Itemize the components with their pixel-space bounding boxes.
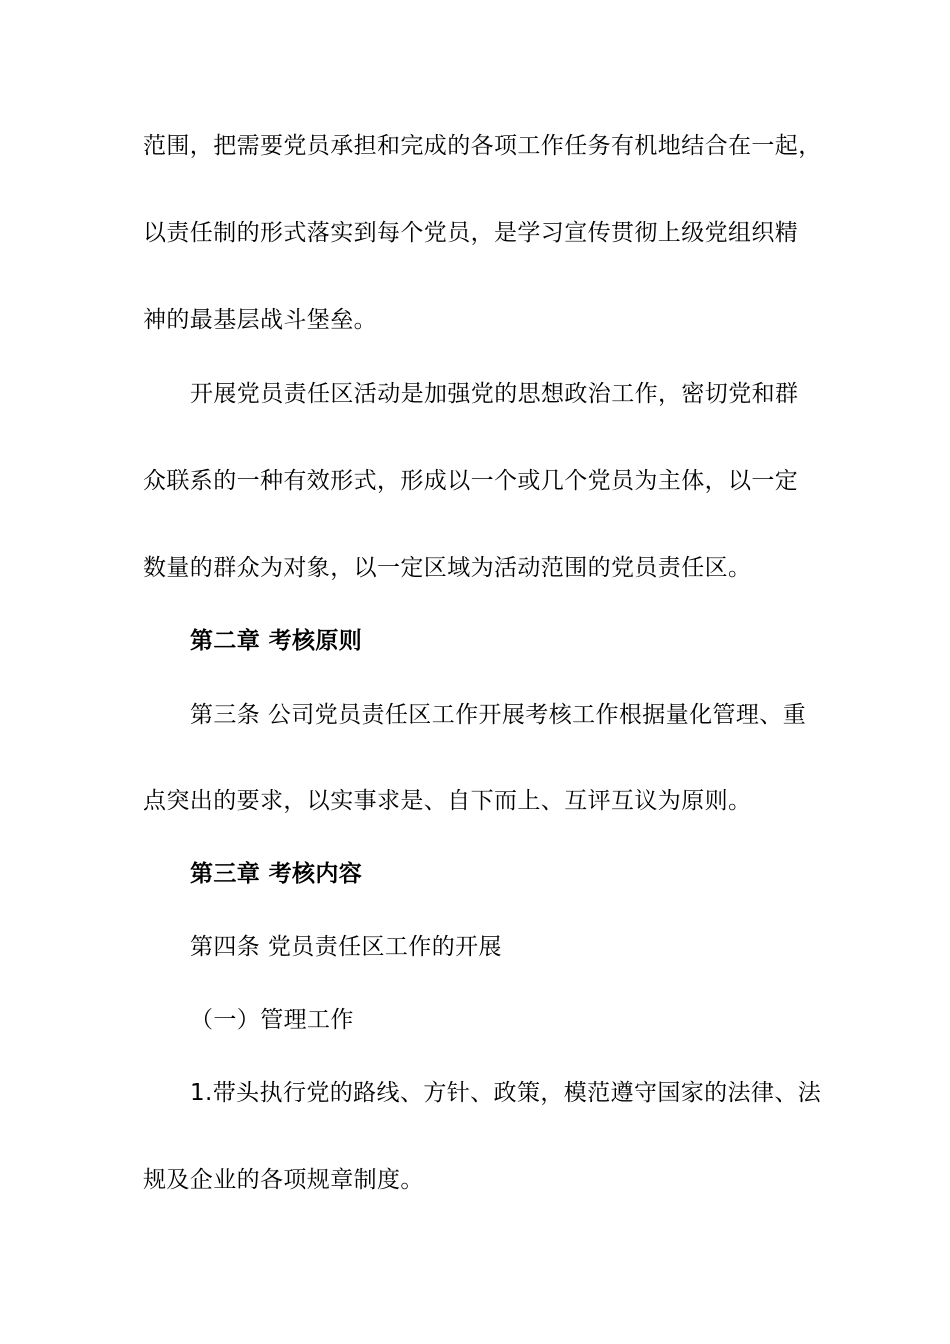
- paragraph-line: 数量的群众为对象，以一定区域为活动范围的党员责任区。: [143, 555, 752, 581]
- paragraph-line: 范围，把需要党员承担和完成的各项工作任务有机地结合在一起，: [143, 133, 822, 159]
- article-line: 第四条 党员责任区工作的开展: [190, 934, 502, 960]
- paragraph-line: 以责任制的形式落实到每个党员，是学习宣传贯彻上级党组织精: [143, 220, 799, 246]
- paragraph-line: 点突出的要求，以实事求是、自下而上、互评互议为原则。: [143, 788, 752, 814]
- paragraph-line: 规及企业的各项规章制度。: [143, 1167, 424, 1193]
- paragraph-line: 神的最基层战斗堡垒。: [143, 307, 377, 333]
- section-heading: （一）管理工作: [190, 1007, 354, 1033]
- paragraph-line: 开展党员责任区活动是加强党的思想政治工作，密切党和群: [190, 381, 799, 407]
- list-item-line: 1.带头执行党的路线、方针、政策，模范遵守国家的法律、法: [190, 1080, 822, 1106]
- paragraph-line: 众联系的一种有效形式，形成以一个或几个党员为主体，以一定: [143, 468, 799, 494]
- chapter-heading: 第二章 考核原则: [190, 628, 363, 654]
- chapter-heading: 第三章 考核内容: [190, 861, 363, 887]
- article-line: 第三条 公司党员责任区工作开展考核工作根据量化管理、重: [190, 702, 807, 728]
